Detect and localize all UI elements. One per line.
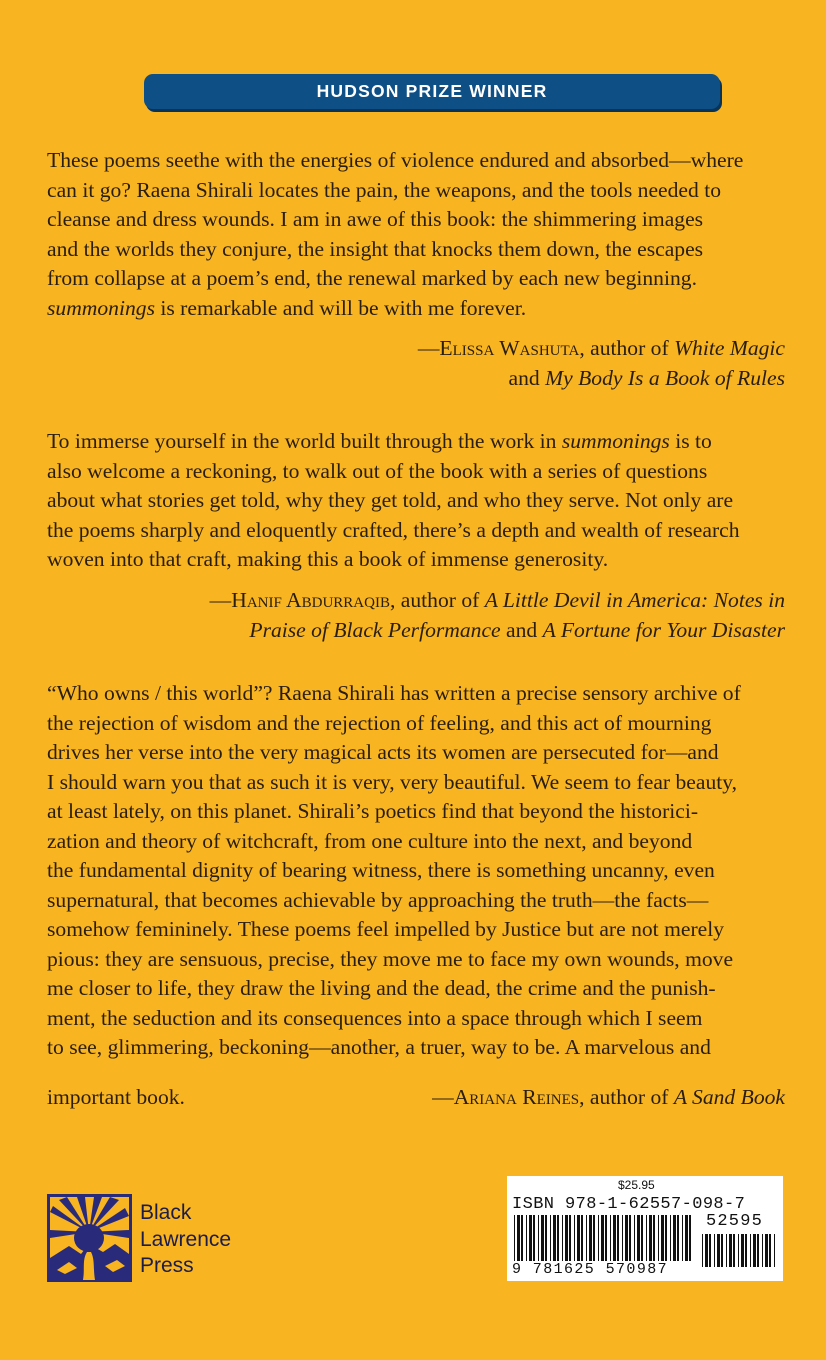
author-name: Ariana Reines [453, 1085, 580, 1109]
blurb-reines [47, 679, 785, 1063]
blurb-line: to see, glimmering, beckoning—another, a truer, way to be. A marvelous and [47, 1035, 711, 1059]
publisher-name [140, 1200, 231, 1280]
attribution-reines [432, 1083, 785, 1113]
hudson-prize-banner: HUDSON PRIZE WINNER [144, 74, 720, 109]
blurb-line: zation and theory of witchcraft, from one culture into the next, and beyond [47, 828, 693, 853]
blurb-line: can it go? Raena Shirali locates the pain, the weapons, and the tools needed to [47, 177, 721, 202]
blurb-line: the rejection of wisdom and the rejection of feeling, and this act of mourning [47, 710, 712, 735]
blurb-line: I should warn you that as such it is very, very beautiful. We seem to fear beauty, [47, 769, 738, 794]
blurb-text: is to [669, 429, 712, 453]
blurb-line: and the worlds they conjure, the insight that knocks them down, the escapes [47, 236, 704, 261]
blurb-abdurraqib [47, 427, 785, 575]
blurb-line: the poems sharply and eloquently crafted, there’s a depth and wealth of research [47, 517, 740, 542]
blurb-line: supernatural, that becomes achievable by approaching the truth—the facts— [47, 887, 709, 912]
blurb-line: pious: they are sensuous, precise, they move me to face my own wounds, move [47, 946, 734, 971]
attribution-abdurraqib [45, 586, 785, 645]
book-title: White Magic [674, 336, 785, 360]
blurb-line: at least lately, on this planet. Shirali’s poetics find that beyond the historici- [47, 799, 699, 823]
blurb-line: woven into that craft, making this a book of immense generosity. [47, 547, 609, 571]
book-title: summonings [47, 295, 155, 320]
blurb-line: about what stories get told, why they get told, and who they serve. Not only are [47, 488, 734, 512]
isbn-label: ISBN 978-1-62557-098-7 [512, 1195, 746, 1214]
blurb-line: These poems seethe with the energies of violence endured and absorbed—where [47, 148, 744, 172]
ean-number: 9 781625 570987 [512, 1261, 669, 1278]
ean-barcode-bars [512, 1215, 694, 1267]
publisher-line: Black [140, 1201, 192, 1224]
blurb-line: “Who owns / this world”? Raena Shirali has written a precise sensory archive of [47, 681, 741, 705]
attr-text: , author of [579, 1085, 674, 1109]
blurb-line: from collapse at a poem’s end, the renewal marked by each new beginning. [47, 266, 697, 290]
book-title: A Sand Book [673, 1085, 785, 1109]
author-name: Elissa Washuta [439, 336, 580, 360]
blurb-line: somehow femininely. These poems feel impelled by Justice but are not merely [47, 917, 725, 941]
publisher-line: Lawrence [140, 1227, 232, 1251]
dash: — [432, 1085, 454, 1109]
blurb-line: drives her verse into the very magical acts its women are persecuted for—and [47, 740, 719, 764]
attr-text: and [508, 365, 546, 390]
book-title: summonings [561, 429, 670, 453]
addon-barcode-bars [700, 1234, 778, 1267]
book-title: My Body Is a Book of Rules [545, 365, 785, 390]
book-title: A Little Devil in America: Notes in [484, 588, 785, 612]
blurb-line: the fundamental dignity of bearing witness, there is something uncanny, even [47, 858, 715, 882]
blurb-line: important book. [47, 1085, 185, 1109]
attr-text: and [500, 617, 543, 642]
author-name: Hanif Abdurraqib [231, 588, 390, 612]
blurb-text: To immerse yourself in the world built through the work in [47, 429, 562, 453]
attribution-washuta [45, 334, 785, 393]
publisher-line: Press [140, 1254, 194, 1277]
blurb-line: me closer to life, they draw the living and the dead, the crime and the punish- [47, 976, 716, 1000]
book-title: Praise of Black Performance [249, 617, 501, 642]
book-title: A Fortune for Your Disaster [542, 617, 785, 642]
blurb-washuta [47, 146, 785, 323]
price-addon-number: 52595 [706, 1212, 764, 1231]
black-lawrence-press-logo [47, 1194, 132, 1282]
attr-text: , author of [579, 336, 675, 360]
price-label: $25.95 [618, 1178, 655, 1192]
dash: — [209, 588, 232, 612]
blurb-line: ment, the seduction and its consequences into a space through which I seem [47, 1005, 703, 1030]
blurb-line: also welcome a reckoning, to walk out of the book with a series of questions [47, 458, 708, 483]
blurb-line [47, 294, 785, 324]
attr-text: , author of [389, 588, 485, 612]
blurb-line: cleanse and dress wounds. I am in awe of this book: the shimmering images [47, 207, 704, 231]
blurb-text: is remarkable and will be with me forever. [154, 295, 527, 320]
blurb-reines-last-line [47, 1083, 785, 1113]
dash: — [417, 336, 440, 360]
